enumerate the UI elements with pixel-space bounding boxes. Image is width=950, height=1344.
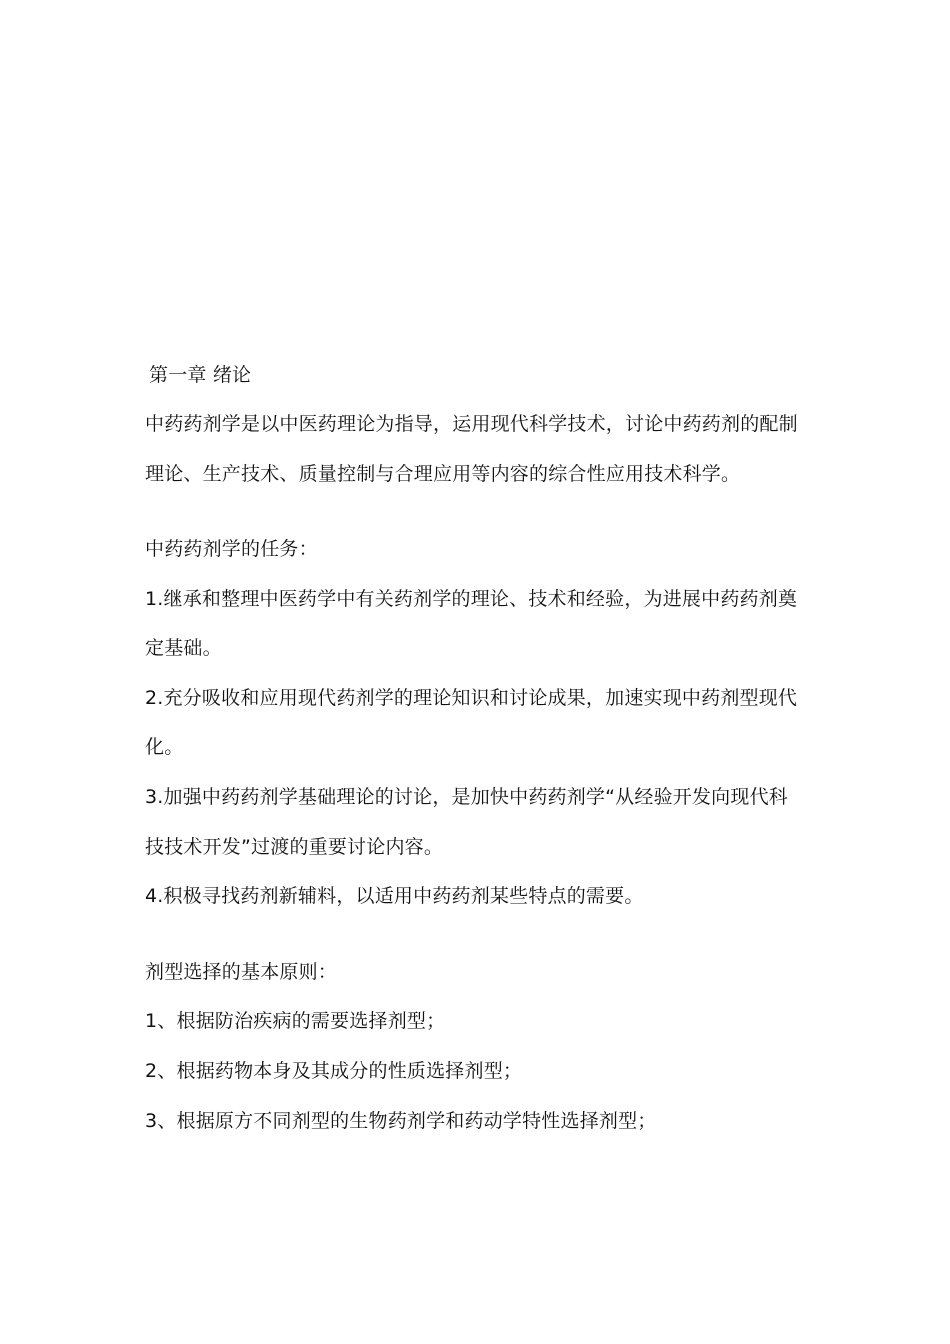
principles-heading: 剂型选择的基本原则：: [145, 961, 338, 983]
tasks-heading: 中药药剂学的任务：: [145, 538, 318, 560]
chapter-title: 第一章 绪论: [149, 364, 252, 386]
task-line: 技技术开发”过渡的重要讨论内容。: [145, 836, 444, 858]
principle-item: 1、根据防治疾病的需要选择剂型；: [145, 1010, 446, 1032]
definition-line-2: 理论、生产技术、质量控制与合理应用等内容的综合性应用技术科学。: [145, 463, 741, 485]
principle-item: 2、根据药物本身及其成分的性质选择剂型；: [145, 1060, 523, 1082]
task-line: 2.充分吸收和应用现代药剂学的理论知识和讨论成果，加速实现中药剂型现代: [145, 687, 798, 709]
task-line: 定基础。: [145, 637, 222, 659]
task-line: 3.加强中药药剂学基础理论的讨论，是加快中药药剂学“从经验开发向现代科: [145, 786, 788, 808]
task-line: 1.继承和整理中医药学中有关药剂学的理论、技术和经验，为进展中药药剂奠: [145, 588, 798, 610]
principle-item: 3、根据原方不同剂型的生物药剂学和药动学特性选择剂型；: [145, 1110, 657, 1132]
task-line: 化。: [145, 736, 184, 758]
task-line: 4.积极寻找药剂新辅料，以适用中药药剂某些特点的需要。: [145, 885, 644, 907]
definition-line-1: 中药药剂学是以中医药理论为指导，运用现代科学技术，讨论中药药剂的配制: [145, 413, 798, 435]
